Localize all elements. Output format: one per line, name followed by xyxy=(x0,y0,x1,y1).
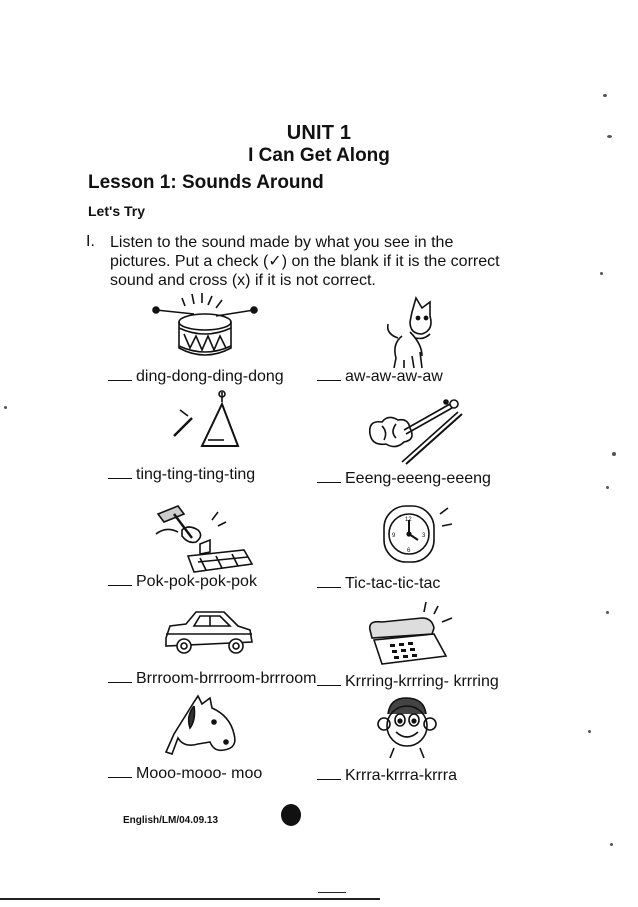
answer-blank[interactable] xyxy=(108,765,132,778)
item-label: ting-ting-ting-ting xyxy=(136,466,256,483)
answer-blank[interactable] xyxy=(317,575,341,588)
item-label: ding-dong-ding-dong xyxy=(136,368,284,385)
instruction-number: I. xyxy=(86,233,95,250)
violin-icon xyxy=(366,396,466,468)
scan-speck xyxy=(610,843,613,846)
item-label: Mooo-mooo- moo xyxy=(136,765,263,782)
list-item xyxy=(317,767,457,785)
hammer-icon xyxy=(148,500,254,574)
scan-speck xyxy=(612,452,616,456)
scan-speck xyxy=(607,135,612,138)
list-item xyxy=(108,670,316,688)
svg-text:3: 3 xyxy=(422,533,426,539)
item-label: Eeeng-eeeng-eeeng xyxy=(345,470,491,487)
list-item xyxy=(317,470,491,488)
scan-speck xyxy=(606,486,609,489)
answer-blank[interactable] xyxy=(108,670,132,683)
list-item xyxy=(317,673,499,691)
list-item xyxy=(317,575,440,593)
item-label: Tic-tac-tic-tac xyxy=(345,575,441,592)
answer-blank[interactable] xyxy=(108,466,132,479)
lesson-title: Lesson 1: Sounds Around xyxy=(88,172,324,193)
item-label: Brrroom-brrroom-brrroom xyxy=(136,670,317,687)
drum-icon xyxy=(150,288,260,368)
item-label: Krrring-krrring- krrring xyxy=(345,673,499,690)
clock-icon xyxy=(378,500,458,574)
scan-speck xyxy=(4,406,7,409)
answer-blank[interactable] xyxy=(317,368,341,381)
triangle-icon xyxy=(172,390,242,460)
unit-title: UNIT 1 xyxy=(286,122,352,144)
footer-code: English/LM/04.09.13 xyxy=(123,815,219,826)
answer-blank[interactable] xyxy=(317,673,341,686)
scan-speck xyxy=(600,272,603,275)
list-item xyxy=(108,765,262,783)
instruction-text: Listen to the sound made by what you see in the pictures. Put a check (✓) on the blank if it is the correct sound and cross (x) if it is not correct. xyxy=(110,234,500,289)
item-label: aw-aw-aw-aw xyxy=(345,368,443,385)
cat-icon xyxy=(378,294,448,374)
list-item xyxy=(108,573,257,591)
horse-icon xyxy=(164,694,244,762)
svg-text:12: 12 xyxy=(405,517,412,523)
telephone-icon xyxy=(362,600,462,668)
page-marker-dot xyxy=(281,804,301,826)
item-label: Pok-pok-pok-pok xyxy=(136,573,257,590)
list-item xyxy=(108,466,255,484)
list-item xyxy=(317,368,443,386)
scan-speck xyxy=(603,94,607,97)
svg-text:6: 6 xyxy=(407,548,411,554)
answer-blank[interactable] xyxy=(317,767,341,780)
scan-speck xyxy=(588,730,591,733)
unit-subtitle: I Can Get Along xyxy=(248,145,390,166)
answer-blank[interactable] xyxy=(317,470,341,483)
car-icon xyxy=(160,604,256,660)
answer-blank[interactable] xyxy=(108,368,132,381)
item-label: Krrra-krrra-krrra xyxy=(345,767,457,784)
monkey-icon xyxy=(376,694,438,762)
scan-speck xyxy=(606,611,609,614)
section-title: Let's Try xyxy=(88,203,146,219)
list-item xyxy=(108,368,284,386)
scan-edge-line xyxy=(318,892,346,893)
answer-blank[interactable] xyxy=(108,573,132,586)
scan-edge-line xyxy=(0,898,380,900)
svg-text:9: 9 xyxy=(392,533,396,539)
